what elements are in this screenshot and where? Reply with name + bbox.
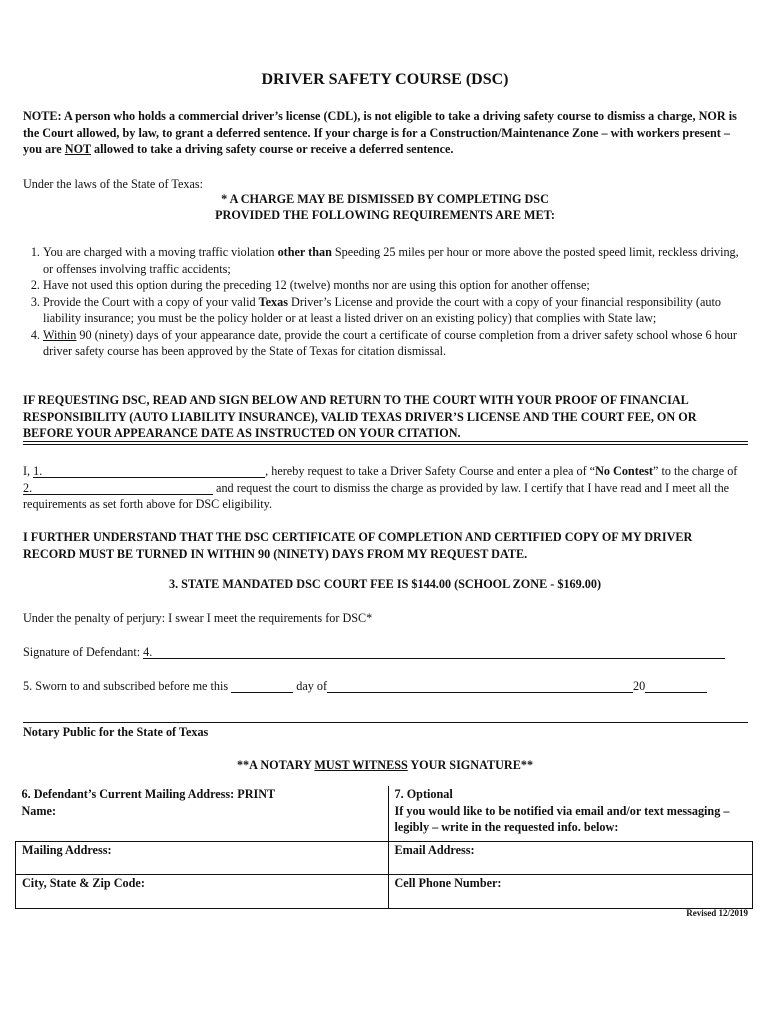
- divider-rule-1: [23, 441, 748, 442]
- requirement-4: 4. Within 90 (ninety) days of your appearance date, provide the court a certificate of course completion from a driver safety school whose 6 hour driver safety course has been approved by the State of Texas for citation dismissal.: [43, 327, 748, 360]
- revised-date: Revised 12/2019: [686, 908, 748, 918]
- if-requesting-instructions: IF REQUESTING DSC, READ AND SIGN BELOW AND RETURN TO THE COURT WITH YOUR PROOF OF FINANCIAL RESPONSIBILITY (AUTO LIABILITY INSURANCE), VALID TEXAS DRIVER’S LICENSE AND THE COURT FEE, ON OR BEFORE YOUR APPEARANCE DATE AS INSTRUCTED ON YOUR CITATION.: [23, 393, 697, 440]
- defendant-name-field[interactable]: 1.: [33, 465, 265, 478]
- address-section-title: 6. Defendant’s Current Mailing Address: PRINT: [21, 787, 276, 801]
- sworn-line: 5. Sworn to and subscribed before me this day of 20: [23, 678, 748, 695]
- notary-public-label: Notary Public for the State of Texas: [23, 725, 209, 739]
- email-address-field[interactable]: Email Address:: [388, 841, 753, 874]
- cdl-note-not: NOT: [64, 142, 91, 156]
- cdl-note-lead: NOTE: A person who holds a commercial driver’s license (CDL), is not eligible to take a driving safety course to dismiss a charge, NOR is the Court allowed, by law, to grant a deferred sentence. If your charge is for a Construction/Maintenance Zone – with workers present – you are: [23, 109, 737, 156]
- sworn-month-field[interactable]: [327, 680, 633, 693]
- requirement-3: 3. Provide the Court with a copy of your valid Texas Driver’s License and provide the court with a copy of your financial responsibility (auto liability insurance; you must be the policy holder or at least a listed driver on an existing policy) that complies with State law;: [43, 294, 748, 327]
- requirements-list: [23, 244, 748, 360]
- laws-intro: Under the laws of the State of Texas:: [23, 177, 203, 191]
- sworn-day-field[interactable]: [231, 680, 293, 693]
- address-header-cell: [16, 786, 389, 841]
- cdl-note: [23, 108, 748, 158]
- requirement-1: 1. You are charged with a moving traffic violation other than Speeding 25 miles per hour or more above the posted speed limit, reckless driving, or offenses involving traffic accidents;: [43, 244, 748, 277]
- optional-note: If you would like to be notified via email and/or text messaging – legibly – write in the requested info. below:: [394, 803, 730, 834]
- signature-field[interactable]: 4.: [143, 646, 725, 659]
- address-table: [15, 786, 753, 909]
- fee-line: 3. STATE MANDATED DSC COURT FEE IS $144.00 (SCHOOL ZONE - $169.00): [168, 577, 602, 591]
- request-paragraph: I, 1. , hereby request to take a Driver Safety Course and enter a plea of “No Contest” to the charge of 2. and request the court to dismiss the charge as provided by law. I certify that I have read and I meet all the requirements as set forth above for DSC eligibility.: [23, 464, 738, 511]
- notary-signature-line[interactable]: [23, 722, 748, 723]
- optional-header-cell: [388, 786, 753, 841]
- perjury-statement: Under the penalty of perjury: I swear I meet the requirements for DSC*: [23, 611, 373, 625]
- mailing-address-field[interactable]: Mailing Address:: [16, 841, 389, 874]
- signature-line: [23, 644, 748, 661]
- signature-label: Signature of Defendant:: [23, 645, 144, 659]
- city-state-zip-field[interactable]: City, State & Zip Code:: [16, 874, 389, 908]
- notary-must-witness: **A NOTARY MUST WITNESS YOUR SIGNATURE**: [236, 758, 534, 772]
- cdl-note-tail: allowed to take a driving safety course or receive a deferred sentence.: [90, 142, 454, 156]
- sworn-year-field[interactable]: [645, 680, 707, 693]
- further-understand: I FURTHER UNDERSTAND THAT THE DSC CERTIFICATE OF COMPLETION AND CERTIFIED COPY OF MY DRIVER RECORD MUST BE TURNED IN WITHIN 90 (NINETY) DAYS FROM MY REQUEST DATE.: [23, 530, 693, 561]
- optional-section-title: 7. Optional: [394, 787, 453, 801]
- name-label[interactable]: Name:: [21, 803, 57, 818]
- page-title: DRIVER SAFETY COURSE (DSC): [261, 71, 509, 88]
- cell-phone-field[interactable]: Cell Phone Number:: [388, 874, 753, 908]
- requirement-2: 2. Have not used this option during the preceding 12 (twelve) months nor are using this option for another offense;: [43, 277, 748, 294]
- charge-heading-2: PROVIDED THE FOLLOWING REQUIREMENTS ARE MET:: [215, 208, 555, 222]
- charge-field[interactable]: 2.: [23, 482, 213, 495]
- divider-rule-2: [23, 444, 748, 445]
- charge-heading-1: * A CHARGE MAY BE DISMISSED BY COMPLETING DSC: [221, 192, 549, 206]
